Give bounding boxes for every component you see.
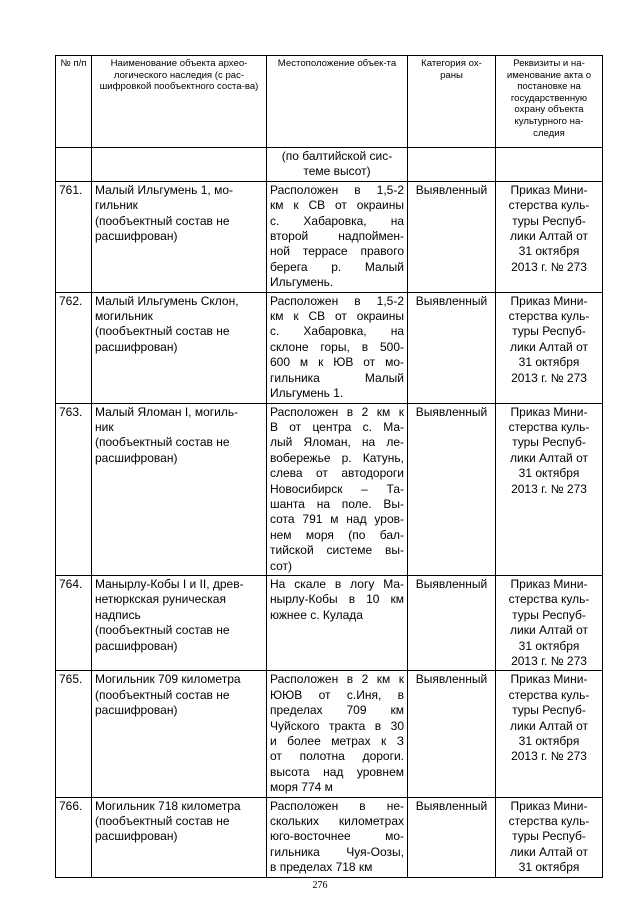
location-line: теме высот) [303,164,371,179]
location-line: склоне горы, в 500- [270,339,404,354]
requisites-line: лики Алтай от [510,229,588,244]
requisites-line: Приказ Мини- [510,672,588,687]
cell-object-name [92,403,267,575]
location-line: берега р. Малый [270,259,404,274]
location-line: Расположен в не- [270,798,404,813]
location-line: скольких километрах [270,814,404,829]
location-line: шанта на поле. Вы- [270,496,404,511]
cell-requisites [496,292,603,403]
requisites-line: 31 октября [518,355,580,370]
header-number: № п/п [56,56,92,148]
requisites-line: стерства куль- [508,198,590,213]
object-name-line: расшифрован) [95,829,178,844]
requisites-line: лики Алтай от [510,718,588,733]
location-line: Ильгумень 1. [270,386,344,401]
object-name-line: (пообъектный состав не [95,435,230,450]
location-line: тийской системе вы- [270,543,404,558]
cell-number: 761. [56,181,92,292]
location-line: Чуйского тракта в 30 [270,718,404,733]
object-name-line: надпись [95,607,141,622]
heritage-registry-table [55,55,603,878]
object-name-line: Малый Ильгумень Склон, [95,293,239,308]
cell-object-name [92,148,267,182]
requisites-line: стерства куль- [508,309,590,324]
object-name-line: нетюркская руническая [95,592,226,607]
cell-number [56,148,92,182]
requisites-line: Приказ Мини- [510,293,588,308]
table-row [56,575,603,670]
cell-object-name [92,671,267,797]
cell-object-name [92,575,267,670]
requisites-line: туры Респуб- [512,607,586,622]
requisites-line: лики Алтай от [510,844,588,859]
requisites-line: туры Респуб- [512,703,586,718]
table-row [56,671,603,797]
requisites-line: туры Респуб- [512,213,586,228]
location-line: (по балтийской сис- [281,149,393,163]
location-line: лый Яломан, на ле- [270,435,404,450]
location-line: южнее с. Кулада [270,607,363,622]
requisites-line: 31 октября [518,860,580,875]
cell-requisites [496,797,603,877]
location-line: моря 774 м [270,780,333,795]
cell-category: Выявленный [408,671,496,797]
cell-category: Выявленный [408,575,496,670]
location-line: Расположен в 1,5-2 [270,182,404,197]
requisites-line: лики Алтай от [510,450,588,465]
cell-object-name [92,797,267,877]
location-line: нырлу-Кобы в 10 км [270,592,404,607]
location-line: в пределах 718 км [270,860,373,875]
requisites-line: стерства куль- [508,419,590,434]
location-line: и более метрах к З [270,734,404,749]
page-number: 276 [312,880,328,891]
cell-requisites [496,148,603,182]
requisites-line: стерства куль- [508,592,590,607]
cell-number: 766. [56,797,92,877]
cell-requisites [496,575,603,670]
location-line: км к СВ от окраины [270,309,404,324]
cell-location [267,797,408,877]
location-line: гильника Малый [270,370,404,385]
object-name-line: (пообъектный состав не [95,324,230,339]
object-name-line: расшифрован) [95,703,178,718]
cell-location [267,148,408,182]
cell-category: Выявленный [408,403,496,575]
requisites-line: 2013 г. № 273 [511,370,587,385]
cell-category [408,148,496,182]
requisites-line: 2013 г. № 273 [511,481,587,496]
cell-category: Выявленный [408,797,496,877]
object-name-line: ник [95,419,114,434]
object-name-line: расшифрован) [95,450,178,465]
cell-location [267,403,408,575]
object-name-line: Могильник 718 километра [95,798,241,813]
location-line: юго-восточнее мо- [270,829,404,844]
location-line: сот) [270,558,293,573]
header-object-name: Наименование объекта архео-логического наследия (с рас-шифровкой пообъектного соста-ва) [92,56,267,148]
cell-location [267,671,408,797]
header-category: Категория ох-раны [408,56,496,148]
requisites-line: лики Алтай от [510,623,588,638]
location-line: В от центра с. Ма- [270,419,404,434]
header-requisites: Реквизиты и на-именование акта о постановке на государственную охрану объекта культурного на-следия [496,56,603,148]
location-line: Ильгумень. [270,275,334,290]
location-line: пределах 709 км [270,703,404,718]
requisites-line: Приказ Мини- [510,576,588,591]
table-row [56,403,603,575]
requisites-line: Приказ Мини- [510,798,588,813]
object-name-line: (пообъектный состав не [95,623,230,638]
requisites-line: стерства куль- [508,814,590,829]
cell-location [267,292,408,403]
requisites-line: 31 октября [518,734,580,749]
object-name-line: Малый Ильгумень 1, мо- [95,182,233,197]
requisites-line: Приказ Мини- [510,404,588,419]
cell-number: 763. [56,403,92,575]
table-row [56,181,603,292]
requisites-line: туры Респуб- [512,324,586,339]
object-name-line: расшифрован) [95,638,178,653]
table-row [56,292,603,403]
requisites-line: 31 октября [518,466,580,481]
location-line: ной террасе правого [270,244,404,259]
location-line: 600 м к ЮВ от мо- [270,355,404,370]
location-line: км к СВ от окраины [270,198,404,213]
header-location: Местоположение объек-та [267,56,408,148]
location-line: с. Хабаровка, на [270,324,404,339]
requisites-line: стерства куль- [508,687,590,702]
cell-location [267,575,408,670]
location-line: ЮЮВ от с.Иня, в [270,687,404,702]
cell-number: 764. [56,575,92,670]
cell-number: 762. [56,292,92,403]
cell-category: Выявленный [408,292,496,403]
requisites-line: 2013 г. № 273 [511,259,587,274]
cell-category: Выявленный [408,181,496,292]
object-name-line: Могильник 709 километра [95,672,241,687]
requisites-line: 31 октября [518,638,580,653]
location-line: Расположен в 2 км к [270,404,404,419]
requisites-line: лики Алтай от [510,339,588,354]
location-line: нем моря (по бал- [270,527,404,542]
location-line: вобережье р. Катунь, [270,450,404,465]
object-name-line: (пообъектный состав не [95,814,230,829]
location-line: Расположен в 2 км к [270,672,404,687]
object-name-line: могильник [95,309,153,324]
location-line: гильника Чуя-Оозы, [270,844,404,859]
location-line: сота 791 м над уров- [270,512,404,527]
location-line: от полотна дороги. [270,749,404,764]
object-name-line: (пообъектный состав не [95,687,230,702]
requisites-line: туры Респуб- [512,435,586,450]
requisites-line: туры Респуб- [512,829,586,844]
requisites-line: 31 октября [518,244,580,259]
table-header-row [56,56,603,148]
cell-object-name [92,292,267,403]
location-line: второй надпоймен- [270,229,404,244]
object-name-line: расшифрован) [95,339,178,354]
cell-location [267,181,408,292]
requisites-line: Приказ Мини- [510,182,588,197]
object-name-line: (пообъектный состав не [95,213,230,228]
object-name-line: Манырлу-Кобы I и II, древ- [95,576,244,591]
object-name-line: Малый Яломан I, могиль- [95,404,239,419]
table-row [56,797,603,877]
location-line: На скале в логу Ма- [270,576,404,591]
location-line: высота над уровнем [270,764,404,779]
location-line: слева от автодороги [270,466,404,481]
cell-requisites [496,403,603,575]
location-line: Расположен в 1,5-2 [270,293,404,308]
cell-requisites [496,671,603,797]
location-line: с. Хабаровка, на [270,213,404,228]
cell-requisites [496,181,603,292]
object-name-line: расшифрован) [95,229,178,244]
cell-number: 765. [56,671,92,797]
continuation-row [56,148,603,182]
requisites-line: 2013 г. № 273 [511,749,587,764]
cell-object-name [92,181,267,292]
location-line: Новосибирск – Та- [270,481,404,496]
requisites-line: 2013 г. № 273 [511,654,587,668]
object-name-line: гильник [95,198,138,213]
